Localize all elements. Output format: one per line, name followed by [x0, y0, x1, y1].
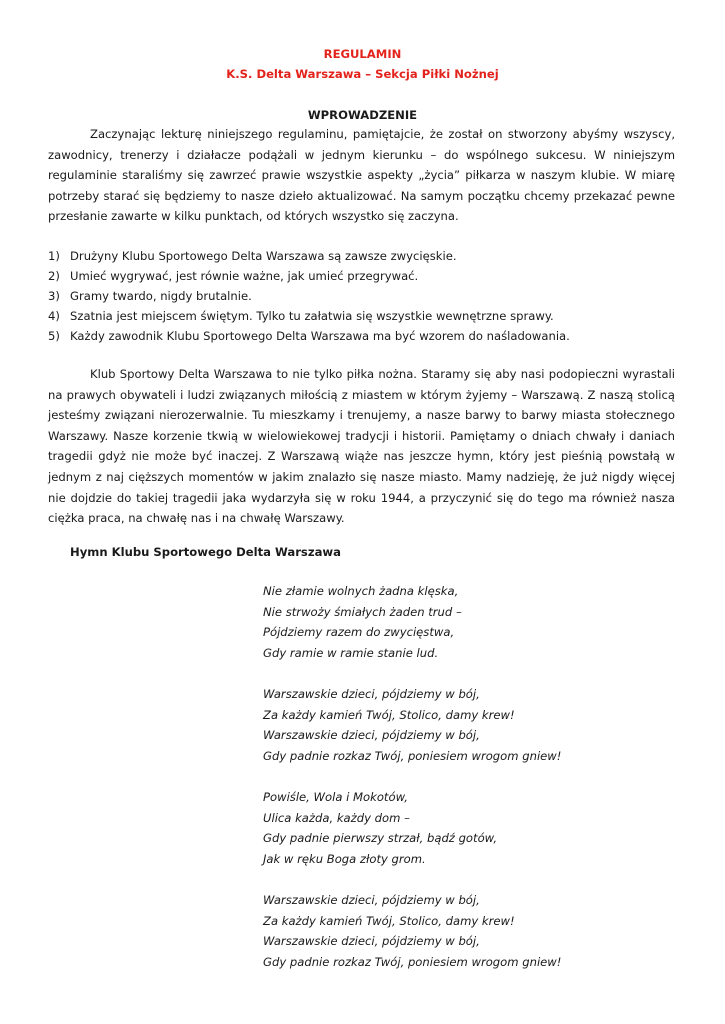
rule-number: 5)	[48, 329, 60, 343]
hymn-stanza	[263, 684, 561, 766]
section-heading-introduction: WPROWADZENIE	[307, 108, 418, 122]
hymn-stanza	[263, 787, 497, 869]
hymn-stanza	[263, 581, 462, 663]
hymn-line: Pójdziemy razem do zwycięstwa,	[263, 625, 455, 640]
rule-number: 2)	[48, 269, 60, 283]
hymn-line: Gdy ramie w ramie stanie lud.	[263, 645, 439, 660]
hymn-line: Gdy padnie rozkaz Twój, poniesiem wrogom gniew!	[263, 954, 562, 969]
hymn-stanza	[263, 890, 561, 972]
hymn-line: Ulica każda, każdy dom –	[263, 810, 410, 825]
rule-text: Gramy twardo, nigdy brutalnie.	[70, 289, 252, 303]
hymn-line: Nie strwoży śmiałych żaden trud –	[263, 604, 462, 619]
hymn-line: Warszawskie dzieci, pójdziemy w bój,	[263, 893, 480, 907]
rules-list	[48, 246, 570, 346]
rule-number: 3)	[48, 289, 60, 303]
document-title: REGULAMIN	[323, 47, 402, 61]
rule-item	[48, 306, 570, 326]
rule-item	[48, 266, 570, 286]
hymn-line: Za każdy kamień Twój, Stolico, damy krew!	[263, 913, 515, 928]
hymn-line: Gdy padnie rozkaz Twój, poniesiem wrogom gniew!	[263, 748, 562, 763]
intro-paragraph: Zaczynając lekturę niniejszego regulaminu, pamiętajcie, że został on stworzony abyśmy wszyscy, zawodnicy, trenerzy i działacze podążali w jednym kierunku – do wspólnego sukcesu. W niniejszym regulaminie staraliśmy się zawrzeć prawie wszystkie aspekty „życia” piłkarza w naszym klubie. W miarę potrzeby starać się będziemy to nasze dzieło aktualizować. Na samym początku chcemy przekazać pewne przesłanie zawarte w kilku punktach, od których wszystko się zaczyna.	[48, 127, 675, 224]
rule-text: Drużyny Klubu Sportowego Delta Warszawa są zawsze zwycięskie.	[70, 249, 457, 263]
hymn-line: Powiśle, Wola i Mokotów,	[263, 790, 408, 804]
hymn-line: Warszawskie dzieci, pójdziemy w bój,	[263, 728, 480, 743]
club-paragraph: Klub Sportowy Delta Warszawa to nie tylko piłka nożna. Staramy się aby nasi podopieczni wyrastali na prawych obywateli i ludzi związanych miłością z miastem w którym żyjemy – Warszawą. Z naszą stolicą jesteśmy związani nierozerwalnie. Tu mieszkamy i trenujemy, a nasze barwy to barwy miasta stołecznego Warszawy. Nasze korzenie tkwią w wielowiekowej tradycji i historii. Pamiętamy o dniach chwały i daniach tragedii gdyż nie może być inaczej. Z Warszawą wiąże nas jeszcze hymn, który jest pieśnią powstałą w jednym z naj cięższych momentów w jakim znalazło się nasze miasto. Mamy nadzieję, że już nigdy więcej nie dojdzie do takiej tragedii jaka wydarzyła się w roku 1944, a przyczynić się do tego ma również nasza ciężka praca, na chwałę nas i na chwałę Warszawy.	[48, 367, 675, 526]
hymn-line: Nie złamie wolnych żadna klęska,	[263, 584, 459, 598]
rule-text: Szatnia jest miejscem świętym. Tylko tu załatwia się wszystkie wewnętrzne sprawy.	[70, 309, 554, 323]
rule-item	[48, 286, 570, 306]
rule-number: 4)	[48, 309, 60, 323]
rule-text: Umieć wygrywać, jest równie ważne, jak umieć przegrywać.	[70, 269, 419, 283]
rule-number: 1)	[48, 249, 60, 263]
hymn-title: Hymn Klubu Sportowego Delta Warszawa	[70, 545, 341, 559]
rule-item	[48, 326, 570, 346]
hymn-line: Gdy padnie pierwszy strzał, bądź gotów,	[263, 831, 498, 846]
hymn-line: Za każdy kamień Twój, Stolico, damy krew!	[263, 707, 515, 722]
document-subtitle: K.S. Delta Warszawa – Sekcja Piłki Nożnej	[226, 67, 499, 81]
hymn-line: Jak w ręku Boga złoty grom.	[263, 851, 426, 866]
hymn-line: Warszawskie dzieci, pójdziemy w bój,	[263, 687, 480, 701]
rule-text: Każdy zawodnik Klubu Sportowego Delta Warszawa ma być wzorem do naśladowania.	[70, 329, 570, 343]
hymn-line: Warszawskie dzieci, pójdziemy w bój,	[263, 934, 480, 949]
rule-item	[48, 246, 570, 266]
